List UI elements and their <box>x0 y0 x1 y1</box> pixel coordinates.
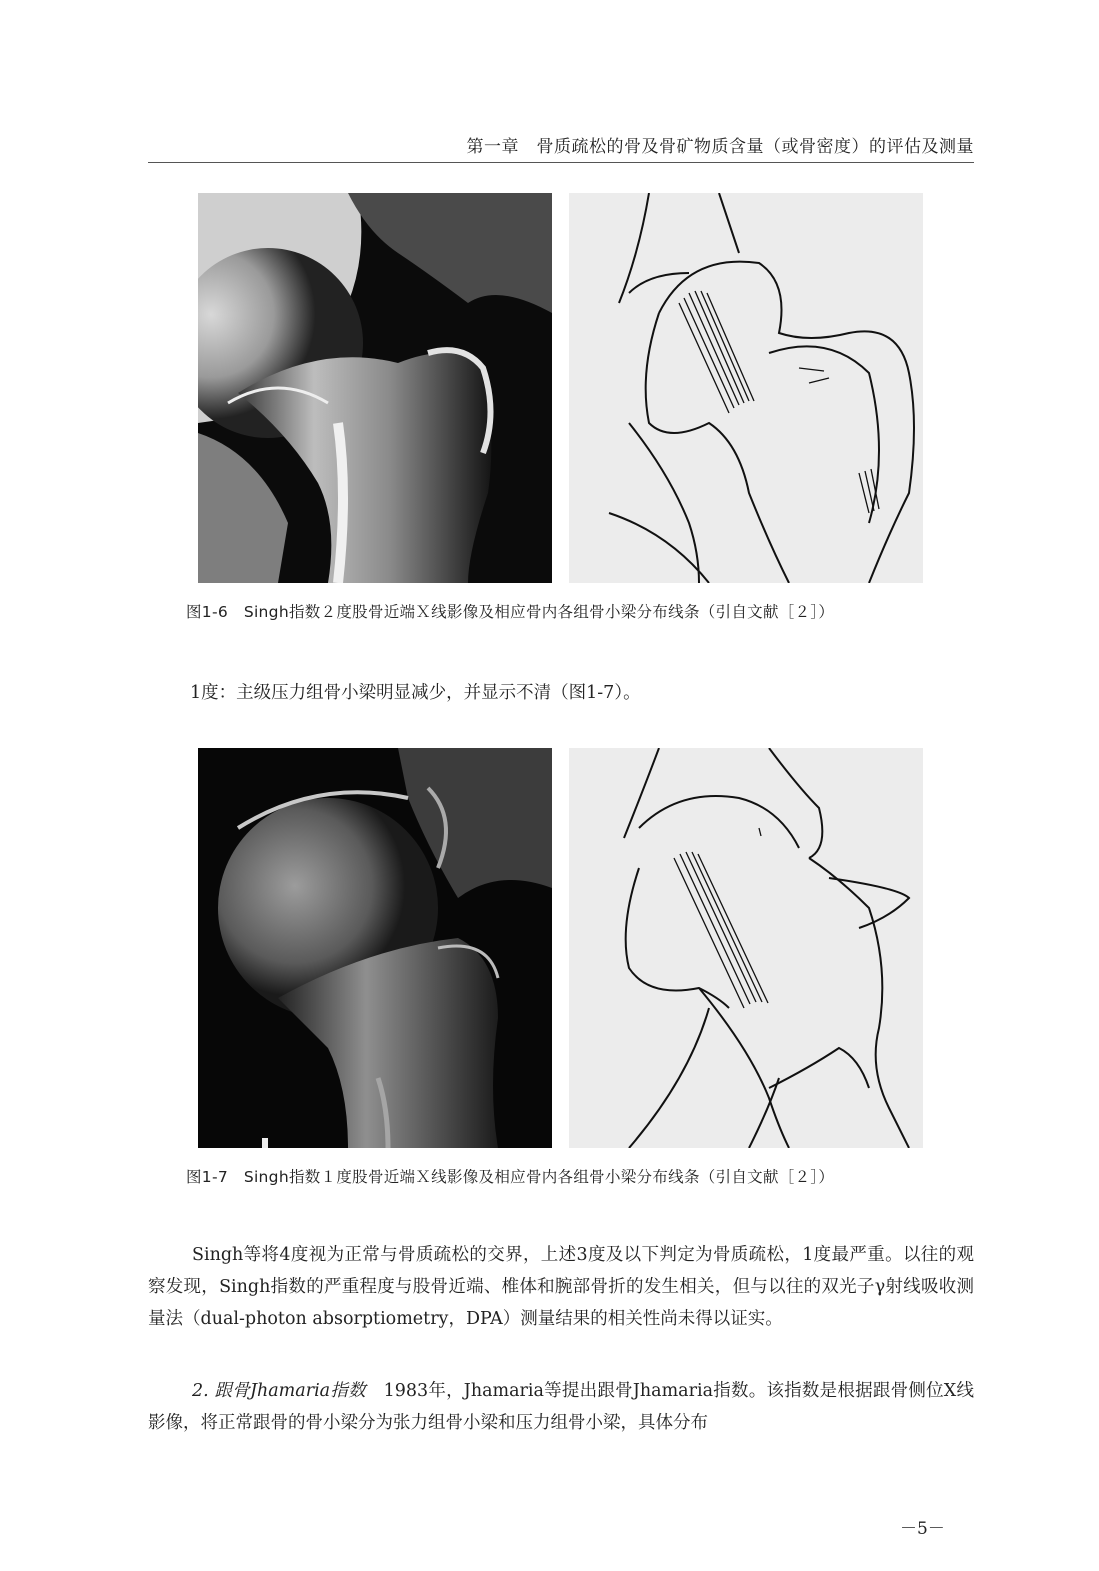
paragraph-grade-1: 1度：主级压力组骨小梁明显减少，并显示不清（图1-7）。 <box>190 683 641 703</box>
jhamaria-heading: 2. 跟骨Jhamaria指数 <box>192 1381 366 1401</box>
jhamaria-body: 1983年，Jhamaria等提出跟骨Jhamaria指数。该指数是根据跟骨侧位X线影像，将正常跟骨的骨小梁分为张力组骨小梁和压力组骨小梁，具体分布 <box>148 1381 975 1433</box>
page-number: －5－ <box>900 1519 945 1539</box>
figure-1-7-caption: 图1-7 Singh指数１度股骨近端Ｘ线影像及相应骨内各组骨小梁分布线条（引自文献［２］） <box>186 1168 835 1186</box>
figure-1-7-trabecular-drawing <box>569 748 923 1148</box>
figure-1-6-caption: 图1-6 Singh指数２度股骨近端Ｘ线影像及相应骨内各组骨小梁分布线条（引自文献［２］） <box>186 603 835 621</box>
figure-1-6-xray <box>198 193 552 583</box>
figure-1-6-trabecular-drawing <box>569 193 923 583</box>
paragraph-singh-summary: Singh等将4度视为正常与骨质疏松的交界，上述3度及以下判定为骨质疏松，1度最严重。以往的观察发现，Singh指数的严重程度与股骨近端、椎体和腕部骨折的发生相关，但与以往的双光子γ射线吸收测量法（dual-photon absorptiometry，DPA）测量结果的相关性尚未得以证实。 <box>148 1245 974 1329</box>
figure-1-7-xray <box>198 748 552 1148</box>
running-header: 第一章 骨质疏松的骨及骨矿物质含量（或骨密度）的评估及测量 <box>466 137 974 157</box>
header-rule <box>148 162 974 163</box>
paragraph-jhamaria <box>148 1375 974 1439</box>
